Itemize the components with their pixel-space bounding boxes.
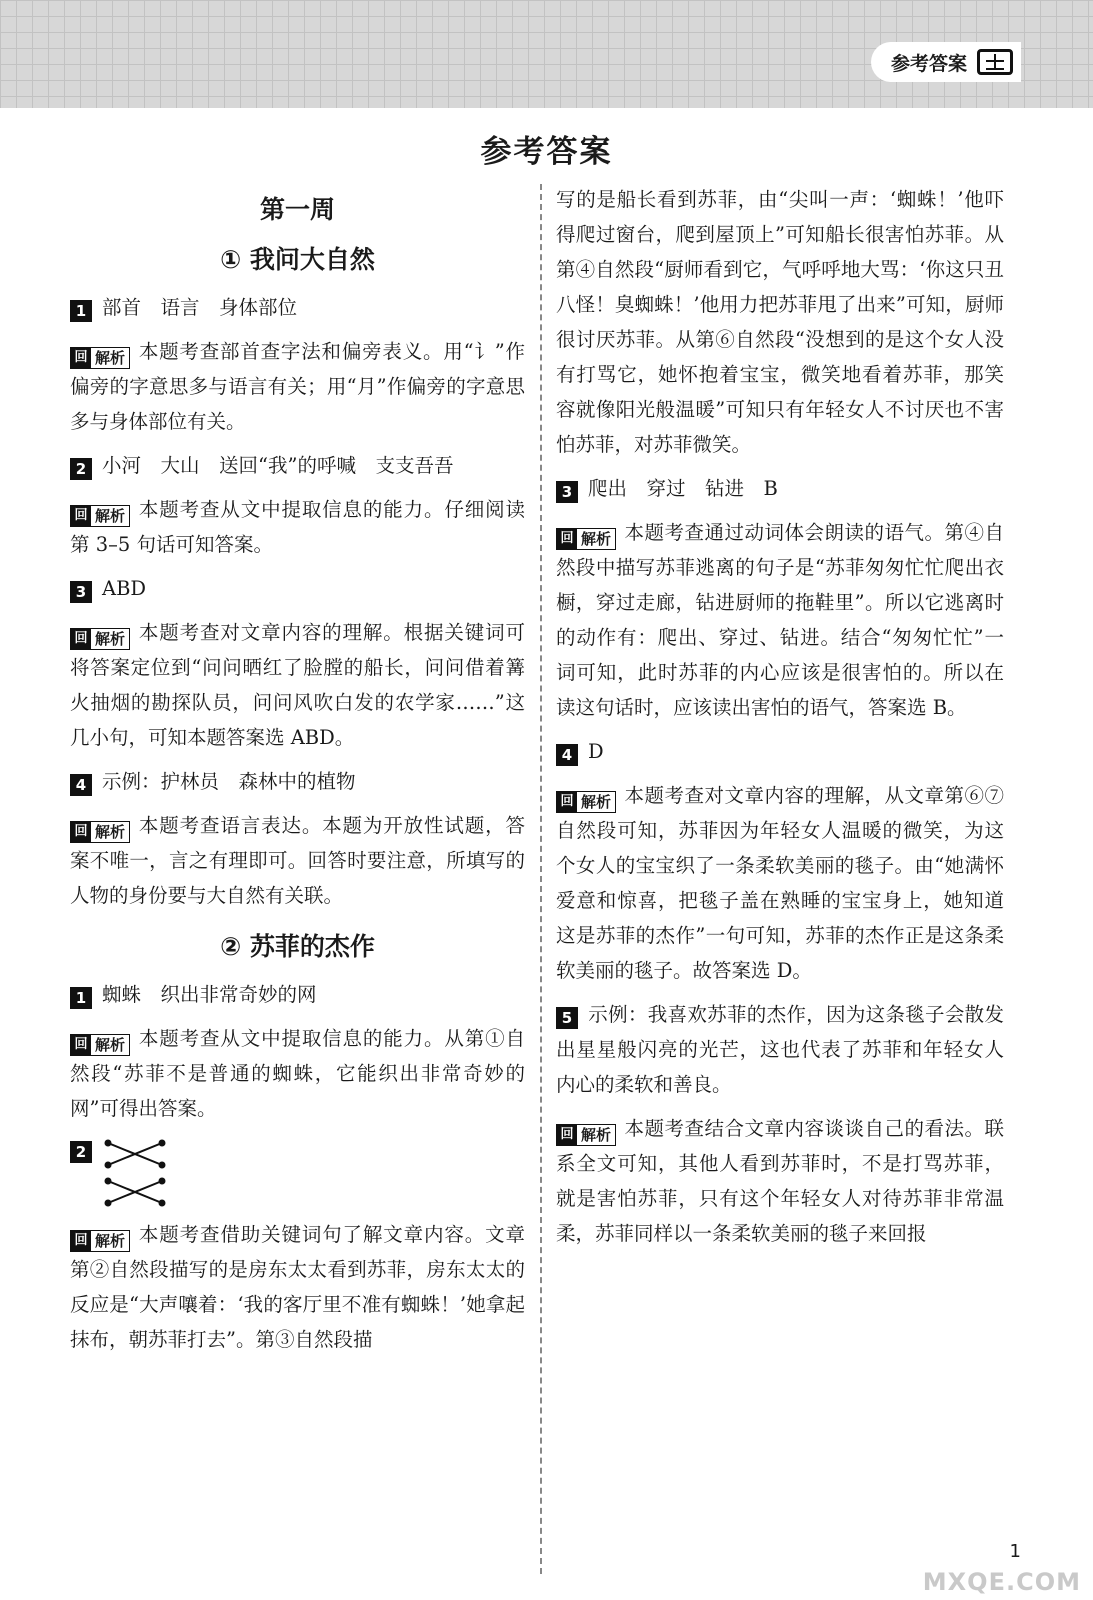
analysis-badge-label: 解析 [95,1231,126,1250]
analysis-badge [70,1230,130,1252]
analysis-badge-label: 解析 [581,792,612,811]
left-column [70,182,525,1366]
analysis-badge-label: 解析 [95,348,126,367]
answer-text: 部首 语言 身体部位 [102,296,298,319]
question-number: 4 [556,744,578,766]
match-dot [106,1201,111,1206]
analysis-text: 本题考查借助关键词句了解文章内容。文章第②自然段描写的是房东太太看到苏菲，房东太太的反应是“大声嚷着：‘我的客厅里不准有蜘蛛！’她拿起抹布，朝苏菲打去”。第③自然段描 [70,1223,525,1351]
analysis-text: 本题考查对文章内容的理解。根据关键词可将答案定位到“问问晒红了脸膛的船长，问问借着篝火抽烟的勘探队员，问问风吹白发的农学家……”这几小句，可知本题答案选 ABD。 [70,621,525,749]
question-number: 3 [70,581,92,603]
answer-text: 示例：护林员 森林中的植物 [102,770,356,793]
answer-1-4 [70,764,525,799]
analysis-1-1 [70,334,525,439]
analysis-1-2 [70,492,525,562]
match-dot [160,1163,165,1168]
analysis-badge-label: 解析 [95,629,126,648]
analysis-badge [70,1034,130,1056]
analysis-badge [556,1124,616,1146]
week-heading: 第一周 [259,195,335,224]
match-dot [106,1141,111,1146]
answer-text: 蜘蛛 织出非常奇妙的网 [102,983,317,1006]
answer-2-4 [556,734,1004,769]
match-dot [160,1179,165,1184]
analysis-badge-label: 解析 [581,529,612,548]
analysis-text: 本题考查部首查字法和偏旁表义。用“讠”作偏旁的字意思多与语言有关；用“月”作偏旁的字意思多与身体部位有关。 [70,340,525,433]
analysis-badge [70,821,130,843]
question-number: 1 [70,300,92,322]
analysis-badge-icon: 回 [71,822,91,842]
analysis-2-4 [556,778,1004,988]
question-number: 4 [70,774,92,796]
watermark: MXQE.COM [922,1568,1081,1596]
book-icon [977,49,1013,75]
answer-text: 爬出 穿过 钻进 B [588,477,778,500]
match-dot [106,1179,111,1184]
match-dot [160,1201,165,1206]
answer-1-1 [70,290,525,325]
answer-tag [871,42,1021,82]
analysis-badge [70,628,130,650]
analysis-2-1 [70,1021,525,1126]
page-title: 参考答案 [480,134,613,170]
analysis-badge-icon: 回 [71,348,91,368]
continuation-text: 写的是船长看到苏菲，由“尖叫一声：‘蜘蛛！’他吓得爬过窗台，爬到屋顶上”可知船长很害怕苏菲。从第④自然段“厨师看到它，气呼呼地大骂：‘你这只丑八怪！臭蜘蛛！’他用力把苏菲甩了出来”可知，厨师很讨厌苏菲。从第⑥自然段“没想到的是这个女人没有打骂它，她怀抱着宝宝，微笑地看着苏菲，那笑容就像阳光般温暖”可知只有年轻女人不讨厌也不害怕苏菲，对苏菲微笑。 [556,188,1004,456]
question-number: 2 [70,1141,92,1163]
analysis-badge-icon: 回 [557,792,577,812]
analysis-badge [556,791,616,813]
answer-2-1 [70,977,525,1012]
right-column [556,182,1004,1260]
analysis-badge-icon: 回 [71,506,91,526]
section-title-2: ② 苏菲的杰作 [220,932,375,961]
answer-text: ABD [102,577,147,600]
answer-text: 小河 大山 送回“我”的呼喊 支支吾吾 [102,454,454,477]
analysis-text: 本题考查对文章内容的理解，从文章第⑥⑦自然段可知，苏菲因为年轻女人温暖的微笑，为这个女人的宝宝织了一条柔软美丽的毯子。由“她满怀爱意和惊喜，把毯子盖在熟睡的宝宝身上，她知道这是苏菲的杰作”一句可知，苏菲的杰作正是这条柔软美丽的毯子。故答案选 D。 [556,784,1004,982]
analysis-1-4 [70,808,525,913]
analysis-text: 本题考查从文中提取信息的能力。仔细阅读第 3–5 句话可知答案。 [70,498,525,556]
matching-lines-diagram [102,1135,172,1211]
analysis-badge-label: 解析 [95,1035,126,1054]
answer-2-2 [70,1135,525,1211]
analysis-badge [556,528,616,550]
answer-2-3 [556,471,1004,506]
analysis-badge-icon: 回 [557,529,577,549]
analysis-text: 本题考查结合文章内容谈谈自己的看法。联系全文可知，其他人看到苏菲时，不是打骂苏菲，就是害怕苏菲，只有这个年轻女人对待苏菲非常温柔，苏菲同样以一条柔软美丽的毯子来回报 [556,1117,1004,1245]
section-title-1: ① 我问大自然 [220,245,375,274]
analysis-badge-label: 解析 [95,506,126,525]
analysis-badge-icon: 回 [71,1035,91,1055]
question-number: 3 [556,481,578,503]
analysis-badge-label: 解析 [581,1125,612,1144]
header-band [0,0,1093,108]
answer-text: 示例：我喜欢苏菲的杰作，因为这条毯子会散发出星星般闪亮的光芒，这也代表了苏菲和年轻女人内心的柔软和善良。 [556,1003,1004,1096]
analysis-text: 本题考查通过动词体会朗读的语气。第④自然段中描写苏菲逃离的句子是“苏菲匆匆忙忙爬出衣橱，穿过走廊，钻进厨师的拖鞋里”。所以它逃离时的动作有：爬出、穿过、钻进。结合“匆匆忙忙”一词可知，此时苏菲的内心应该是很害怕的。所以在读这句话时，应该读出害怕的语气，答案选 B。 [556,521,1004,719]
analysis-badge-icon: 回 [557,1125,577,1145]
analysis-2-3 [556,515,1004,725]
analysis-badge [70,505,130,527]
analysis-2-2 [70,1217,525,1357]
answer-text: D [588,740,604,763]
match-dot [160,1141,165,1146]
answer-tag-label: 参考答案 [890,52,967,75]
analysis-text: 本题考查语言表达。本题为开放性试题，答案不唯一，言之有理即可。回答时要注意，所填写的人物的身份要与大自然有关联。 [70,814,525,907]
analysis-badge-icon: 回 [71,629,91,649]
analysis-badge [70,347,130,369]
page-number: 1 [1009,1541,1021,1562]
question-number: 1 [70,987,92,1009]
answer-1-3 [70,571,525,606]
answer-2-5 [556,997,1004,1102]
analysis-1-3 [70,615,525,755]
question-number: 2 [70,458,92,480]
analysis-badge-icon: 回 [71,1231,91,1251]
question-number: 5 [556,1007,578,1029]
analysis-text: 本题考查从文中提取信息的能力。从第①自然段“苏菲不是普通的蜘蛛，它能织出非常奇妙的网”可得出答案。 [70,1027,525,1120]
match-dot [106,1163,111,1168]
answer-1-2 [70,448,525,483]
analysis-2-5 [556,1111,1004,1251]
analysis-badge-label: 解析 [95,822,126,841]
column-divider [540,184,542,1574]
